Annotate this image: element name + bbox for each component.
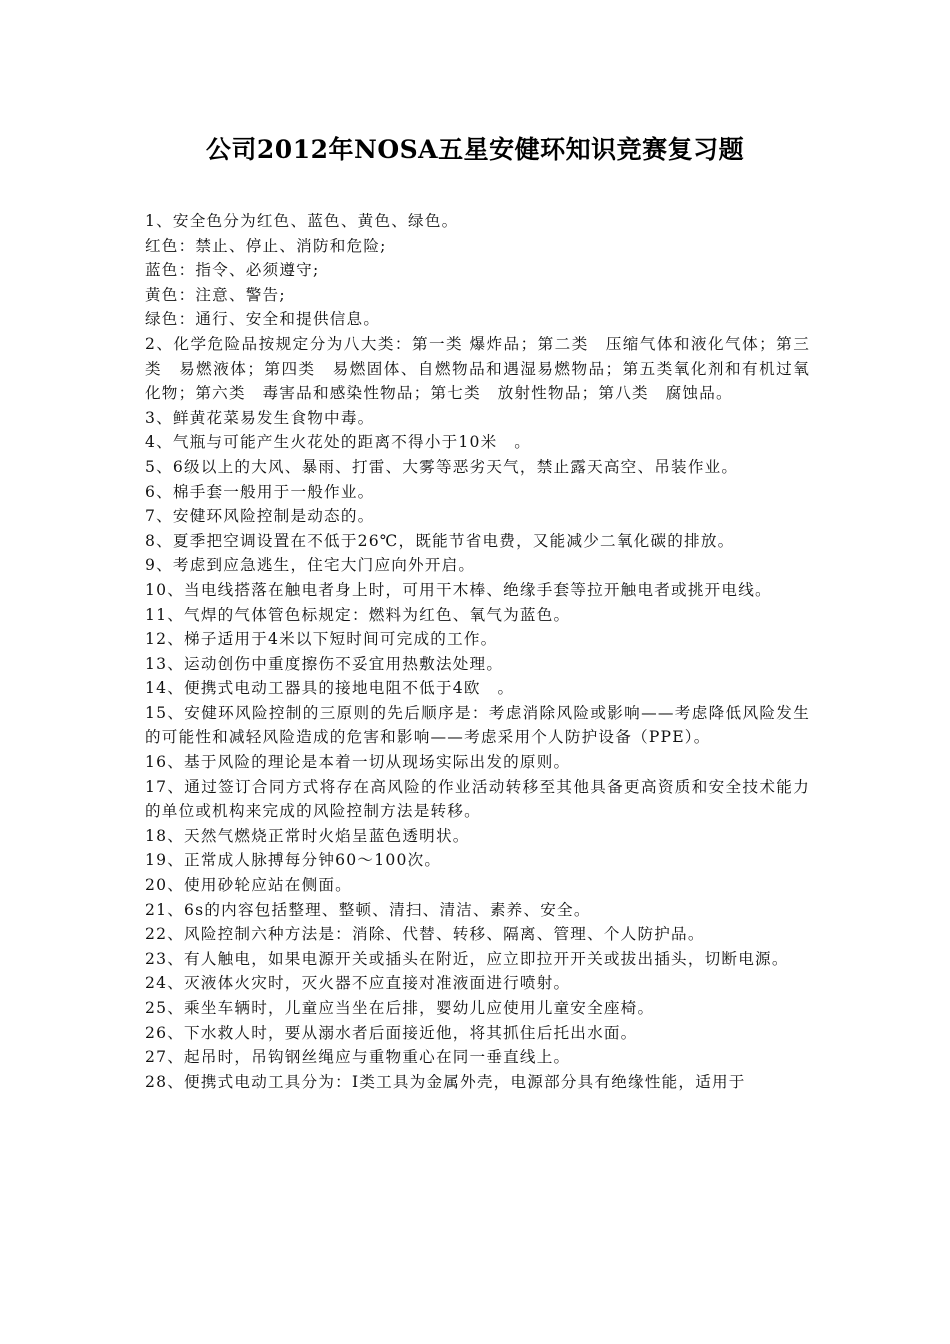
text-line: 4、气瓶与可能产生火花处的距离不得小于10米 。 — [145, 433, 532, 452]
text-line: 14、便携式电动工器具的接地电阻不低于4欧 。 — [145, 679, 515, 698]
text-line: 11、气焊的气体管色标规定：燃料为红色、氧气为蓝色。 — [145, 605, 571, 624]
text-line: 26、下水救人时，要从溺水者后面接近他，将其抓住后托出水面。 — [145, 1023, 638, 1042]
text-line: 15、安健环风险控制的三原则的先后顺序是：考虑消除风险或影响——考虑降低风险发生的可能性和减轻风险造成的危害和影响——考虑采用个人防护设备（PPE）。 — [145, 703, 810, 747]
text-line: 28、便携式电动工具分为：I类工具为金属外壳，电源部分具有绝缘性能，适用于 — [145, 1072, 746, 1091]
text-line: 27、起吊时，吊钩钢丝绳应与重物重心在同一垂直线上。 — [145, 1048, 571, 1067]
text-line: 2、化学危险品按规定分为八大类：第一类 爆炸品；第二类 压缩气体和液化气体；第三类 易燃液体；第四类 易燃固体、自燃物品和遇湿易燃物品；第五类氧化剂和有机过氧化物；第六类 毒害品和感染性物品；第七类 放射性物品；第八类 腐蚀品。 — [145, 334, 810, 403]
text-line: 19、正常成人脉搏每分钟60～100次。 — [145, 851, 442, 870]
text-line: 17、通过签订合同方式将存在高风险的作业活动转移至其他具备更高资质和安全技术能力的单位或机构来完成的风险控制方法是转移。 — [145, 777, 810, 821]
document-title: 公司2012年NOSA五星安健环知识竞赛复习题 — [205, 135, 745, 164]
text-line: 7、安健环风险控制是动态的。 — [145, 507, 375, 526]
text-line: 24、灭液体火灾时，灭火器不应直接对准液面进行喷射。 — [145, 974, 571, 993]
text-line: 12、梯子适用于4米以下短时间可完成的工作。 — [145, 630, 498, 649]
text-line: 20、使用砂轮应站在侧面。 — [145, 876, 352, 895]
text-line: 21、6s的内容包括整理、整顿、清扫、清洁、素养、安全。 — [145, 900, 591, 919]
text-line: 绿色：通行、安全和提供信息。 — [145, 310, 381, 329]
text-line: 18、天然气燃烧正常时火焰呈蓝色透明状。 — [145, 826, 470, 845]
text-line: 16、基于风险的理论是本着一切从现场实际出发的原则。 — [145, 753, 571, 772]
text-line: 3、鲜黄花菜易发生食物中毒。 — [145, 408, 375, 427]
text-line: 23、有人触电，如果电源开关或插头在附近，应立即拉开开关或拔出插头，切断电源。 — [145, 949, 789, 968]
text-line: 9、考虑到应急逃生，住宅大门应向外开启。 — [145, 556, 476, 575]
text-line: 6、棉手套一般用于一般作业。 — [145, 482, 375, 501]
text-line: 25、乘坐车辆时，儿童应当坐在后排，婴幼儿应使用儿童安全座椅。 — [145, 999, 655, 1017]
text-line: 红色：禁止、停止、消防和危险; — [145, 236, 387, 255]
text-line: 10、当电线搭落在触电者身上时，可用干木棒、绝缘手套等拉开触电者或挑开电线。 — [145, 580, 772, 599]
document-body — [145, 209, 810, 1094]
text-line: 蓝色：指令、必须遵守; — [145, 261, 320, 280]
text-line: 8、夏季把空调设置在不低于26℃，既能节省电费，又能减少二氧化碳的排放。 — [145, 531, 735, 550]
text-line: 22、风险控制六种方法是：消除、代替、转移、隔离、管理、个人防护品。 — [145, 925, 705, 944]
text-line: 5、6级以上的大风、暴雨、打雷、大雾等恶劣天气，禁止露天高空、吊装作业。 — [145, 457, 739, 476]
text-line: 13、运动创伤中重度擦伤不妥宜用热敷法处理。 — [145, 654, 504, 673]
text-line: 黄色：注意、警告; — [145, 285, 286, 304]
text-line: 1、安全色分为红色、蓝色、黄色、绿色。 — [145, 212, 459, 230]
